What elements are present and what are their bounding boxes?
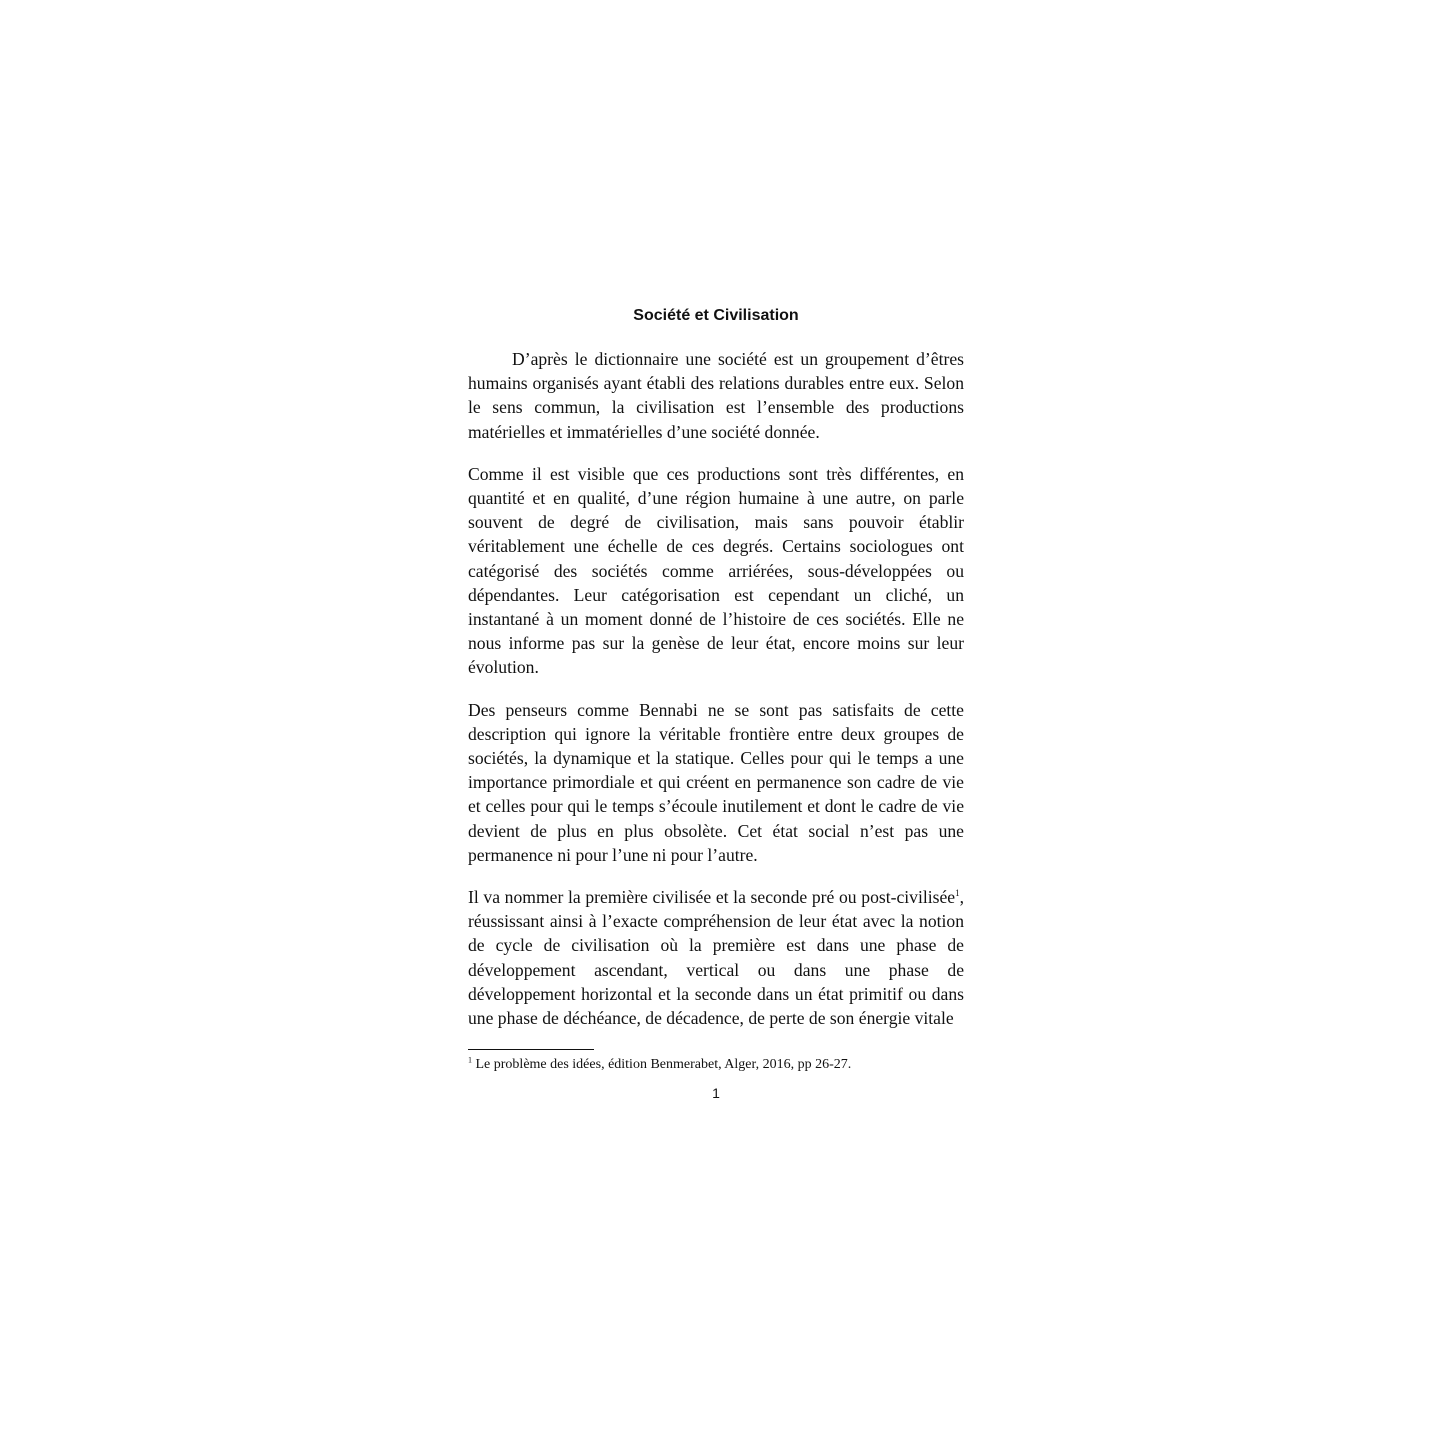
- footnote-separator: [468, 1049, 594, 1050]
- document-page: [468, 305, 964, 1102]
- paragraph-4-text-end: , réussissant ainsi à l’exacte compréhension de leur état avec la notion de cycle de civilisation où la première est dans une phase de développement ascendant, vertical ou dans une phase de développement horizontal et la seconde dans un état primitif ou dans une phase de déchéance, de décadence, de perte de son énergie vitale: [468, 887, 964, 1029]
- page-title: Société et Civilisation: [633, 307, 799, 324]
- footnote-mark: 1: [468, 1055, 472, 1065]
- paragraph-2: Comme il est visible que ces productions sont très différentes, en quantité et en qualité, d’une région humaine à une autre, on parle souvent de degré de civilisation, mais sans pouvoir établir véritablement une échelle de ces degrés. Certains sociologues ont catégorisé des sociétés comme arriérées, sous-développées ou dépendantes. Leur catégorisation est cependant un cliché, un instantané à un moment donné de l’histoire de ces sociétés. Elle ne nous informe pas sur la genèse de leur état, encore moins sur leur évolution.: [468, 463, 964, 678]
- footnote-text: Le problème des idées, édition Benmerabet, Alger, 2016, pp 26-27.: [472, 1057, 852, 1073]
- paragraph-1: D’après le dictionnaire une société est un groupement d’êtres humains organisés ayant établi des relations durables entre eux. Selon le sens commun, la civilisation est l’ensemble des productions matérielles et immatérielles d’une société donnée.: [468, 349, 964, 442]
- paragraph-4-text-start: Il va nommer la première civilisée et la seconde pré ou post-civilisée: [468, 887, 956, 908]
- paragraph-3: Des penseurs comme Bennabi ne se sont pas satisfaits de cette description qui ignore la véritable frontière entre deux groupes de sociétés, la dynamique et la statique. Celles pour qui le temps a une importance primordiale et qui créent en permanence son cadre de vie et celles pour qui le temps s’écoule inutilement et dont le cadre de vie devient de plus en plus obsolète. Cet état social n’est pas une permanence ni pour l’une ni pour l’autre.: [468, 699, 964, 865]
- paragraph-4: [468, 885, 964, 1030]
- footnote: [468, 1056, 964, 1074]
- footnote-reference[interactable]: 1: [955, 888, 960, 899]
- page-number: 1: [712, 1085, 720, 1102]
